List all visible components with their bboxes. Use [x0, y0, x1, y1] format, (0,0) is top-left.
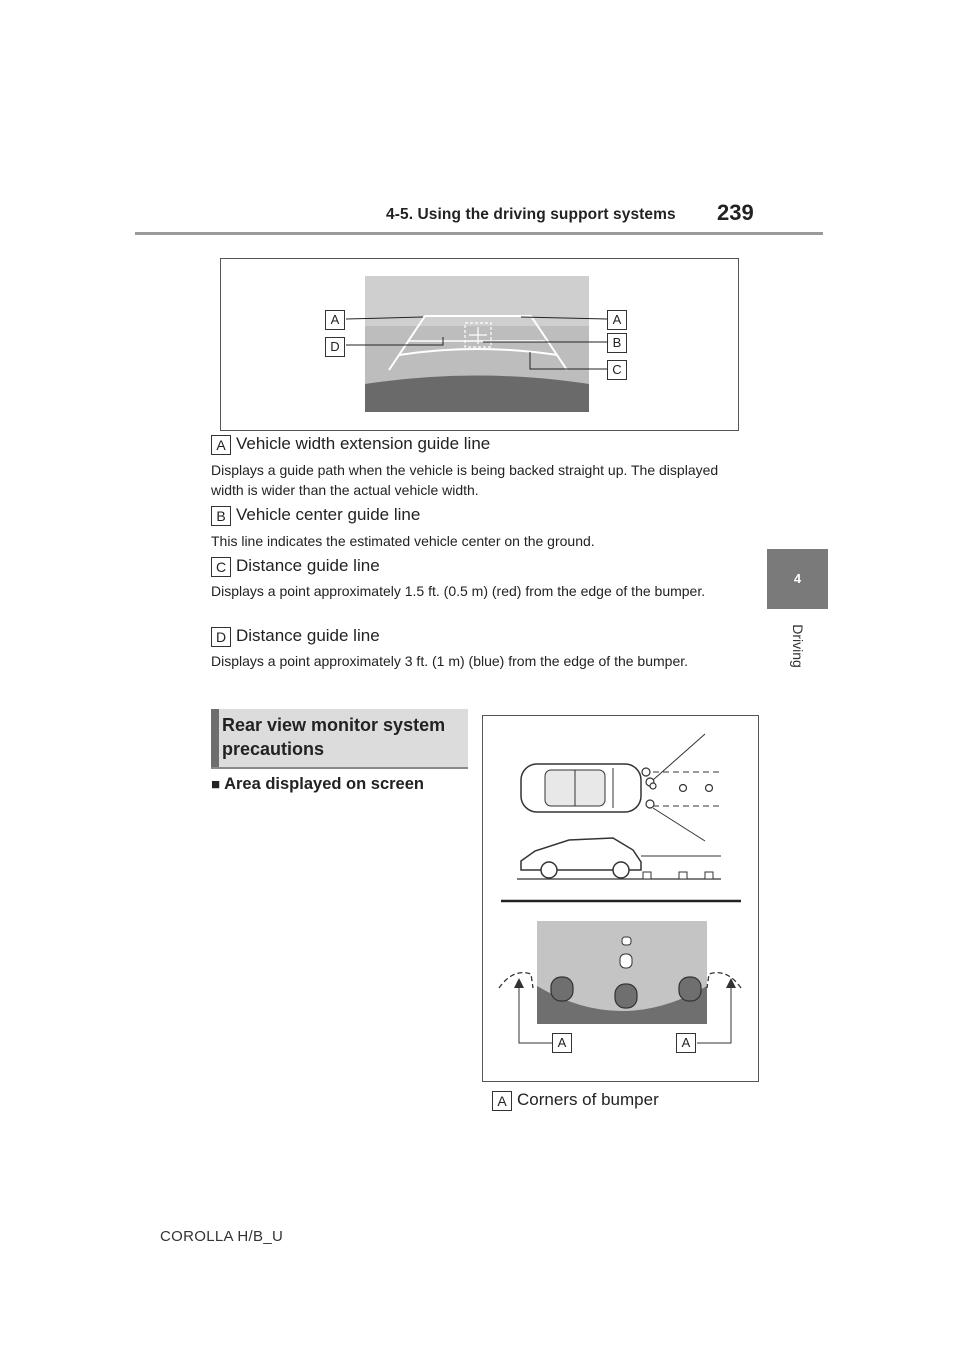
section-heading-rule: [211, 767, 468, 769]
section-heading-accent: [211, 709, 219, 767]
label-box-b: B: [211, 506, 231, 526]
header-divider: [135, 232, 823, 235]
guide-item-title: Vehicle width extension guide line: [236, 434, 491, 453]
guide-lines-figure: [220, 258, 739, 431]
callout-b: B: [607, 333, 627, 353]
display-area-illustration: [483, 716, 757, 1080]
guide-item-b: [211, 505, 420, 526]
guide-item-c: [211, 556, 380, 577]
car-top-view-icon: [521, 764, 641, 812]
callout-a-right: A: [607, 310, 627, 330]
model-code: COROLLA H/B_U: [160, 1228, 284, 1245]
label-box-a: A: [211, 435, 231, 455]
page-number: 239: [717, 200, 754, 225]
caption-label-box: A: [492, 1091, 512, 1111]
label-box-c: C: [211, 557, 231, 577]
callout-c: C: [607, 360, 627, 380]
guide-item-d: [211, 626, 380, 647]
subheading-text: Area displayed on screen: [224, 775, 424, 793]
chapter-number: 4: [793, 571, 802, 586]
callout-a-left: A: [325, 310, 345, 330]
guide-item-description: Displays a guide path when the vehicle is being backed straight up. The displayed width is wider than the actual vehicle width.: [211, 462, 719, 498]
subheading: [211, 775, 424, 794]
callout-corner-right: A: [676, 1033, 696, 1053]
callout-corner-left: A: [552, 1033, 572, 1053]
label-box-d: D: [211, 627, 231, 647]
square-bullet-icon: ■: [211, 776, 221, 793]
monitor-screen-illustration: [221, 259, 737, 429]
section-heading: Rear view monitor system precautions: [222, 715, 446, 759]
guide-item-description: This line indicates the estimated vehicle center on the ground.: [211, 533, 595, 549]
figure-caption: [492, 1090, 659, 1111]
guide-item-title: Vehicle center guide line: [236, 505, 421, 524]
display-area-figure: [482, 715, 759, 1082]
car-side-view-icon: [521, 838, 641, 878]
section-title: 4-5. Using the driving support systems: [386, 206, 676, 223]
guide-item-a: [211, 434, 490, 455]
guide-item-title: Distance guide line: [236, 556, 380, 575]
guide-item-title: Distance guide line: [236, 626, 380, 645]
callout-d: D: [325, 337, 345, 357]
chapter-label: Driving: [790, 624, 806, 668]
caption-text: Corners of bumper: [517, 1090, 659, 1109]
guide-item-description: Displays a point approximately 3 ft. (1 m) (blue) from the edge of the bumper.: [211, 653, 689, 669]
guide-item-description: Displays a point approximately 1.5 ft. (0.5 m) (red) from the edge of the bumper.: [211, 583, 706, 599]
